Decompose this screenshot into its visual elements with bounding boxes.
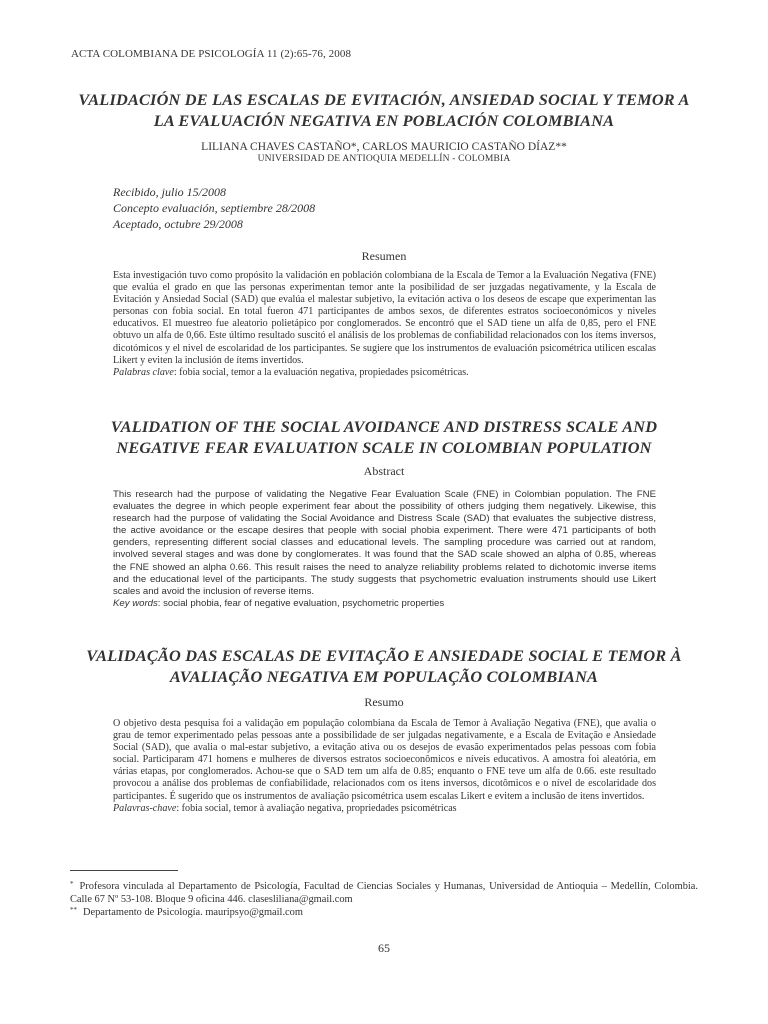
keywords-es: : fobia social, temor a la evaluación negativa, propiedades psicométricas.	[173, 366, 469, 378]
resumen-body	[113, 270, 656, 379]
date-evaluated: Concepto evaluación, septiembre 28/2008	[113, 201, 316, 215]
resumo-keywords	[113, 803, 656, 815]
resumo-heading: Resumo	[364, 695, 404, 709]
footnote-rule	[70, 870, 178, 871]
page-number: 65	[378, 941, 390, 955]
abstract-text: This research had the purpose of validating the Negative Fear Evaluation Scale (FNE) in Colombian population. The FNE evaluates the degree in which people experiment fear about the possibility of others judging them negatively. Likewise, this research had the purpose of validating the Social Avoidance and Distress Scale (SAD) that evaluates the subjective distress, the active avoidance or the escape desires that people with social phobia experiment. There were 471 participants of both genders, representing different social classes and educational levels. The sampling procedure was carried out at random, involved several stages and was done by conglomerates. It was found that the SAD scale showed an alpha of 0.85, whereas the FNE showed an alpha 0.66. This result raises the need to analyze reliability problems related to dichotomic inverse items and the educational level of the participants. The study suggests that psychometric evaluation instruments should use Likert scales and avoid the inclusion of reverse items.	[113, 489, 656, 597]
footnote-2	[70, 906, 698, 919]
abstract-keywords	[113, 598, 656, 610]
abstract-heading: Abstract	[363, 464, 405, 478]
footnote-text-1: Profesora vinculada al Departamento de Psicología, Facultad de Ciencias Sociales y Humanas, Universidad de Antioquia – Medellín, Colombia. Calle 67 Nº 53-108. Bloque 9 oficina 446. clasesliliana@gmail.com	[70, 881, 698, 905]
resumo-body	[113, 718, 656, 815]
keywords-label-en: Key words	[113, 597, 158, 609]
article-dates	[113, 184, 315, 232]
affiliation: UNIVERSIDAD DE ANTIOQUIA MEDELLÍN - COLOMBIA	[257, 154, 511, 164]
resumen-keywords	[113, 367, 656, 379]
resumen-heading: Resumen	[361, 249, 407, 263]
title-spanish: VALIDACIÓN DE LAS ESCALAS DE EVITACIÓN, ANSIEDAD SOCIAL Y TEMOR A LA EVALUACIÓN NEGATIVA EN POBLACIÓN COLOMBIANA	[78, 90, 690, 130]
title-english: VALIDATION OF THE SOCIAL AVOIDANCE AND DISTRESS SCALE AND NEGATIVE FEAR EVALUATION SCALE IN COLOMBIAN POPULATION	[110, 417, 658, 457]
running-head: ACTA COLOMBIANA DE PSICOLOGÍA 11 (2):65-76, 2008	[71, 48, 352, 60]
title-portuguese: VALIDAÇÃO DAS ESCALAS DE EVITAÇÃO E ANSIEDADE SOCIAL E TEMOR À AVALIAÇÃO NEGATIVA EM POPULAÇÃO COLOMBIANA	[86, 646, 682, 686]
keywords-en: : social phobia, fear of negative evaluation, psychometric properties	[157, 597, 445, 609]
keywords-pt: : fobia social, temor à avaliação negativa, propriedades psicométricas	[176, 802, 457, 814]
abstract-body	[113, 489, 656, 610]
footnotes	[70, 880, 698, 919]
footnote-1	[70, 880, 698, 906]
footnote-mark-1: *	[70, 880, 74, 888]
keywords-label-pt: Palavras-chave	[113, 802, 177, 814]
keywords-label-es: Palabras clave	[113, 366, 174, 378]
authors: LILIANA CHAVES CASTAÑO*, CARLOS MAURICIO CASTAÑO DÍAZ**	[201, 141, 567, 153]
footnote-text-2: Departamento de Psicología. mauripsyo@gmail.com	[83, 907, 303, 918]
date-received: Recibido, julio 15/2008	[113, 185, 226, 199]
date-accepted: Aceptado, octubre 29/2008	[113, 217, 243, 231]
resumen-text: Esta investigación tuvo como propósito la validación en población colombiana de la Escala de Temor a la Evaluación Negativa (FNE) que evalúa el grado en que las personas experimentan temor ante la posibilidad de ser juzgadas negativamente, y la Escala de Evitación y Ansiedad Social (SAD) que evalúa el malestar subjetivo, la evitación activa o los deseos de escape que experimentan las personas con fobia social. En total fueron 471 participantes de ambos sexos, de diferentes estratos socioeconómicos y niveles educativos. El muestreo fue aleatorio polietápico por conglomerados. Se encontró que el SAD tiene un alfa de 0,85, pero el FNE obtuvo un alfa de 0,66. Este último resultado suscitó el análisis de los problemas de confiabilidad relacionados con los ítems inversos, dicotómicos y el nivel de escolaridad de los participantes. Se sugiere que los instrumentos de evaluación psicométrica utilicen escalas Likert y eviten la inclusión de ítems invertidos.	[113, 270, 656, 366]
resumo-text: O objetivo desta pesquisa foi a validação em população colombiana da Escala de Temor à Avaliação Negativa (FNE), que avalia o grau de temor experimentado pelas pessoas ante a possibilidade de ser julgadas negativamente, e a Escala de Evitação e Ansiedade Social (SAD), que avalia o mal-estar subjetivo, a evitação ativa ou os desejos de evasão experimentados pelas pessoas com fobia social. Participaram 471 homens e mulheres de diversos estratos socioeconômicos e níveis educativos. A amostra foi aleatória, em várias etapas, por conglomerados. Achou-se que o SAD tem um alfa de 0.85; enquanto o FNE teve um alfa de 0.66. este resultado provocou a análise dos problemas de confiabilidade, relacionados com os itens inversos, dicotômicos e o nível de escolaridade dos participantes. É sugerido que os instrumentos de avaliação psicométrica usem escalas Likert e evitem a inclusão de itens invertidos.	[113, 718, 656, 802]
footnote-mark-2: **	[70, 906, 77, 914]
